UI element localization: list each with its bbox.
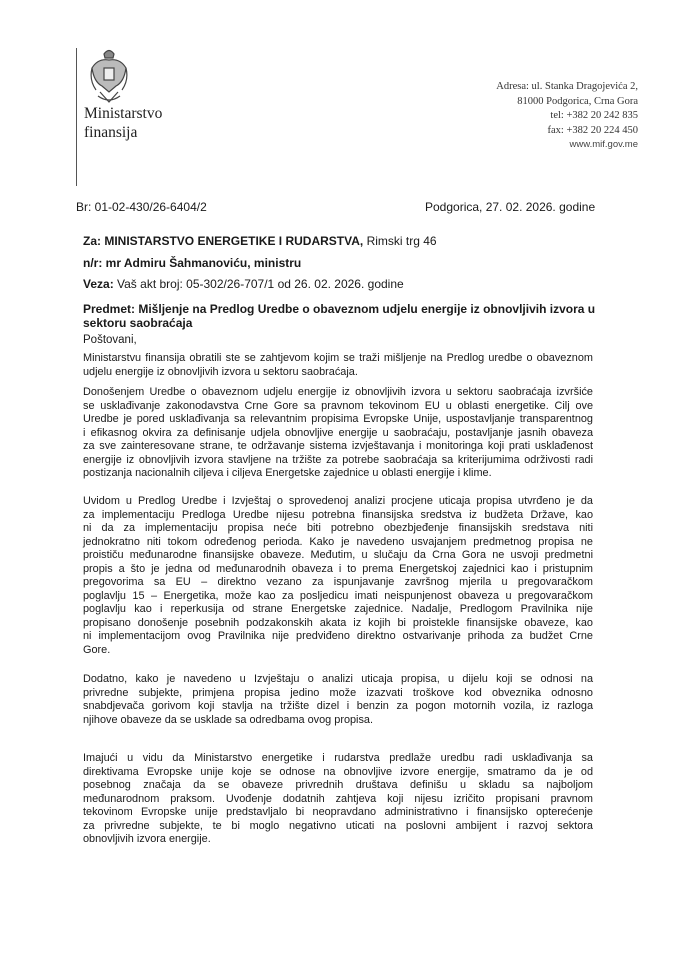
paragraph-line: Dodatno, kako je navedeno u Izvještaju o analizi uticaja propisa, u dijelu koji se odnosi na [83, 673, 593, 685]
address-fax: fax: +382 20 224 450 [547, 124, 638, 136]
paragraph-line: za implementaciju Predloga Uredbe nijesu potrebna finansijska sredstva iz budžeta Države, kao [83, 508, 593, 521]
reference-link [83, 277, 404, 292]
paragraph-line: Imajući u vidu da Ministarstvo energetike i rudarstva predlaže uredbu radi usklađivanja sa [83, 752, 593, 764]
link-text: Vaš akt broj: 05-302/26-707/1 od 26. 02. 2026. godine [113, 277, 404, 291]
paragraph-line: posebnog značaja da se obaveze privrednih društava definišu u skladu sa najboljom [83, 779, 593, 792]
website: www.mif.gov.me [569, 139, 638, 151]
subject-line2: sektoru saobraćaja [83, 316, 193, 330]
contact-address [496, 80, 638, 153]
recipient-name: Za: MINISTARSTVO ENERGETIKE I RUDARSTVA, [83, 234, 364, 248]
coat-of-arms-icon [88, 46, 130, 106]
address-tel: tel: +382 20 242 835 [550, 110, 638, 122]
address-city: 81000 Podgorica, Crna Gora [517, 95, 638, 107]
subject [83, 302, 603, 330]
paragraph-line: Donošenjem Uredbe o obaveznom udjelu energije iz obnovljivih izvora u sektoru saobraćaja izvršiće [83, 386, 593, 398]
paragraph-3 [83, 495, 593, 658]
paragraph-line: propisano donošenje posebnih podzakonskih akata iz kojih bi proistekle finansijske obaveze, kao [83, 616, 593, 629]
reference-number: Br: 01-02-430/26-6404/2 [76, 200, 207, 214]
ministry-name [84, 104, 162, 142]
paragraph-5 [83, 752, 593, 847]
paragraph-line: energije iz obnovljivih izvora stavljene na tržište za potrebe saobraćaja sa kriterijumima održivosti radi [83, 453, 593, 466]
paragraph-line: se usklađivanje zakonodavstva Crne Gore sa pravnom tekovinom EU u oblasti energetike. Cilj ove [83, 399, 593, 412]
paragraph-line: Uredbe je pored usklađivanja sa relevantnim propisima Evropske Unije, uspostavljanje transparentnog [83, 413, 593, 426]
paragraph-line: i efikasnog okvira za definisanje udjela obnovljive energije u saobraćaju, postavljanje jasnih obaveza [83, 426, 593, 439]
paragraph-line: postizanja nacionalnih ciljeva i ciljeva Energetske zajednice u oblasti energije i klime. [83, 467, 492, 480]
paragraph-line: ni da za implementaciju propisa neće biti potrebno obezbjeđenje finansijskih sredstava niti [83, 522, 593, 535]
recipient-address: Rimski trg 46 [363, 234, 437, 248]
letter-date: Podgorica, 27. 02. 2026. godine [425, 200, 596, 214]
paragraph-line: ni implementacijom ovog Pravilnika nije predviđeno direktno ostvarivanje prihoda za budžet Crne [83, 630, 593, 643]
paragraph-1 [83, 352, 593, 379]
paragraph-line: međunarodnom praksom. Uvođenje dodatnih zahtjeva koji nijesu izričito propisani pravnom [83, 792, 593, 805]
paragraph-line: za privredne subjekte, te bi moglo negativno uticati na poslovni ambijent i razvoj sektora [83, 819, 593, 832]
paragraph-line: poglavlju 15 – Energetika, može kao za posljedicu imati neispunjenost obaveza u pregovaračkom [83, 589, 593, 602]
letterhead-divider [76, 48, 77, 186]
paragraph-line: za sve zainteresovane strane, te održavanje sistema izvještavanja i monitoringa koji prati usklađenost [83, 440, 593, 453]
subject-label: Predmet: [83, 302, 136, 316]
paragraph-line: proističu međunarodne finansijske obaveze. Međutim, u slučaju da Crna Gora ne usvoji predmetni [83, 549, 593, 562]
paragraph-line: snabdjevača gorivom koji stavlja na tržište dizel i benzin za pogon motornih vozila, iz razloga [83, 700, 593, 713]
paragraph-line: obnovljivih izvora energije. [83, 833, 211, 846]
paragraph-line: poglavlju kao i reperkusija od strane Energetske zajednice. Nadalje, Predlogom Pravilnika nije [83, 603, 593, 616]
greeting: Poštovani, [83, 334, 137, 346]
link-label: Veza: [83, 277, 114, 291]
paragraph-line: pregovorima sa EU – direktno vezano za ispunjavanje završnog mjerila u pregovaračkom [83, 576, 593, 589]
paragraph-line: tekovinom Evropske unije predstavljalo bi neopravdano administrativno i finansijsko opterećenje [83, 806, 593, 819]
ministry-name-line1: Ministarstvo [84, 105, 163, 122]
paragraph-2 [83, 386, 593, 481]
paragraph-line: privredne subjekte, primjena propisa jedino može izazvati troškove kod obveznika odnosno [83, 686, 593, 699]
recipient [83, 234, 437, 249]
paragraph-line: Gore. [83, 644, 111, 657]
paragraph-line: Uvidom u Predlog Uredbe i Izvještaj o sprovedenoj analizi procjene uticaja propisa utvrđeno je da [83, 495, 593, 507]
paragraph-line: udjelu energije iz obnovljivih izvora u sektoru saobraćaja. [83, 365, 358, 378]
paragraph-line: direktivama Evropske unije koje se odnose na obnovljive izvore energije, smatramo da je od [83, 765, 593, 778]
paragraph-line: Ministarstvu finansija obratili ste se zahtjevom kojim se traži mišljenje na Predlog uredbe o obaveznom [83, 352, 593, 364]
subject-line1: Mišljenje na Predlog Uredbe o obaveznom udjelu energije iz obnovljivih izvora u [135, 302, 596, 316]
address-street: Adresa: ul. Stanka Dragojevića 2, [496, 81, 638, 92]
paragraph-4 [83, 673, 593, 727]
attention-line: n/r: mr Admiru Šahmanoviću, ministru [83, 256, 302, 270]
paragraph-line: njihove obaveze da se usklade sa odredbama ovog propisa. [83, 713, 374, 726]
paragraph-line: jednokratno niti tokom određenog perioda. Kako je navedeno usvajanjem predmetnog propisa ne [83, 535, 593, 548]
ministry-name-line2: finansija [84, 124, 138, 141]
paragraph-line: propis a što je jedna od međunarodnih obaveza i to prema Energetskoj zajednici kao i pristupnim [83, 562, 593, 575]
